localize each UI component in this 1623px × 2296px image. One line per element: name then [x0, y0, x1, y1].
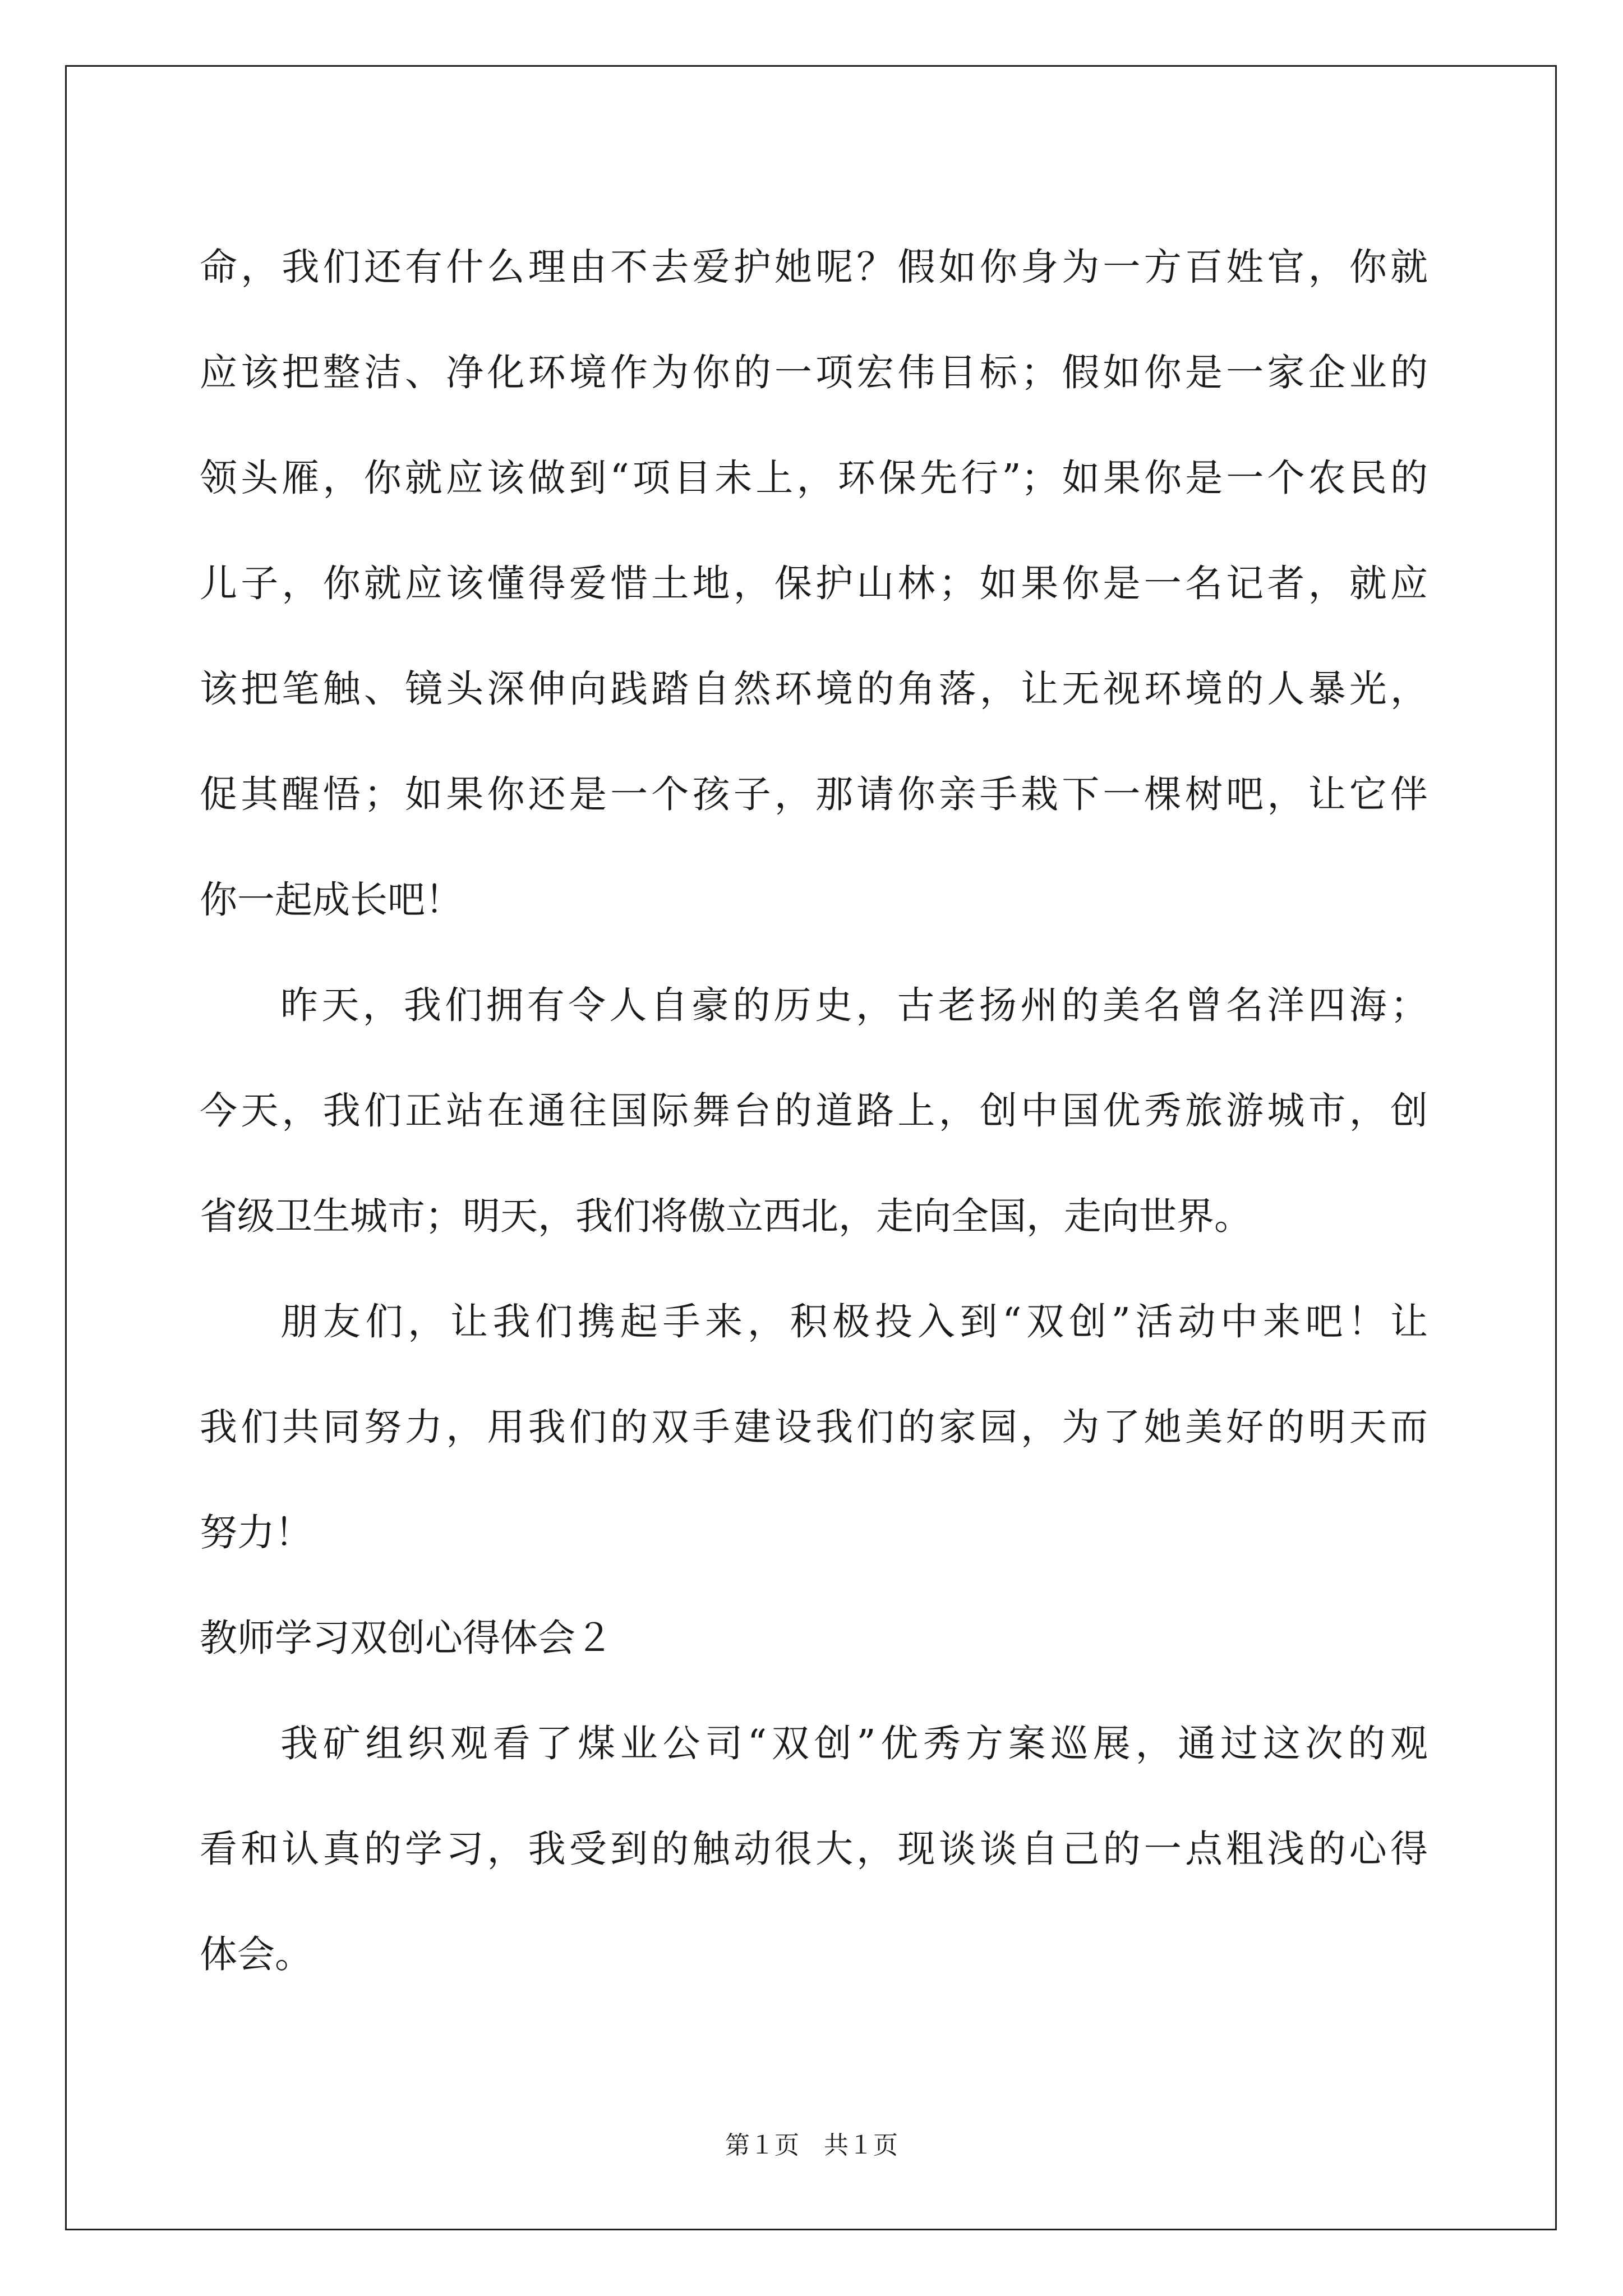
paragraph — [200, 214, 1428, 953]
page-number-footer: 第１页 共１页 — [725, 2131, 898, 2160]
text-line: 省级卫生城市；明天，我们将傲立西北，走向全国，走向世界。 — [200, 1194, 1252, 1238]
text-line: 我矿组织观看了煤业公司“双创”优秀方案巡展，通过这次的观 — [280, 1722, 1428, 1765]
text-line: 努力！ — [200, 1511, 312, 1554]
text-line: 体会。 — [200, 1932, 312, 1976]
text-line: 应该把整洁、净化环境作为你的一项宏伟目标；假如你是一家企业的 — [200, 351, 1428, 394]
paragraph — [200, 1691, 1428, 2007]
document-body — [200, 214, 1428, 2007]
text-line: 该把笔触、镜头深伸向践踏自然环境的角落，让无视环境的人暴光， — [200, 667, 1428, 711]
text-line: 昨天，我们拥有令人自豪的历史，古老扬州的美名曾名洋四海； — [280, 983, 1428, 1027]
paragraph — [200, 953, 1428, 1269]
text-line: 领头雁，你就应该做到“项目未上，环保先行”；如果你是一个农民的 — [200, 456, 1428, 500]
text-line: 看和认真的学习，我受到的触动很大，现谈谈自己的一点粗浅的心得 — [200, 1827, 1428, 1871]
text-line: 我们共同努力，用我们的双手建设我们的家园，为了她美好的明天而 — [200, 1405, 1428, 1449]
section-heading: 教师学习双创心得体会２ — [200, 1616, 613, 1660]
text-line: 儿子，你就应该懂得爱惜土地，保护山林；如果你是一名记者，就应 — [200, 562, 1428, 605]
text-line: 你一起成长吧！ — [200, 878, 463, 922]
text-line: 朋友们，让我们携起手来，积极投入到“双创”活动中来吧！让 — [280, 1300, 1428, 1343]
text-line: 命，我们还有什么理由不去爱护她呢？假如你身为一方百姓官，你就 — [200, 245, 1428, 289]
text-line: 促其醒悟；如果你还是一个孩子，那请你亲手栽下一棵树吧，让它伴 — [200, 772, 1428, 816]
paragraph — [200, 1269, 1428, 1585]
text-line: 今天，我们正站在通往国际舞台的道路上，创中国优秀旅游城市，创 — [200, 1089, 1428, 1133]
